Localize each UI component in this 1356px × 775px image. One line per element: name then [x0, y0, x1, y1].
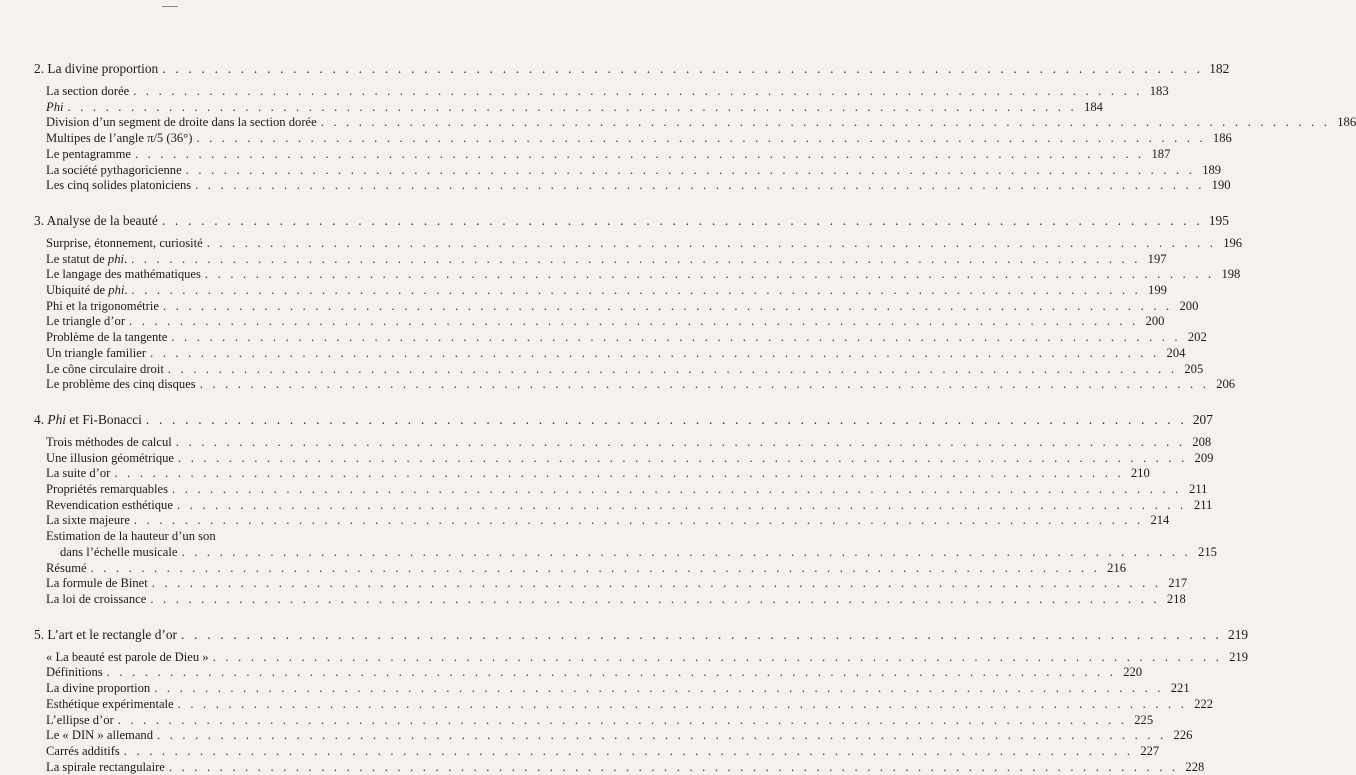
page-number: 206 [1216, 377, 1236, 392]
toc-entry-text: Le statut de [46, 251, 108, 266]
dot-leader: . . . . . . . . . . . . . . . . . . . . . . . . . . . . . . . . . . . . . . . . . . . . . . . . . . . . . . . . . . . . . . . . . . . . . . . . . . . . . . . . [131, 283, 1141, 298]
toc-entry-tail: . [124, 251, 128, 266]
toc-entry-label [46, 466, 110, 482]
toc-entry-label [46, 697, 174, 713]
toc-entry-text: « La beauté est parole de Dieu » [46, 649, 209, 664]
toc-entry[interactable] [34, 298, 1199, 315]
dot-leader: . . . . . . . . . . . . . . . . . . . . . . . . . . . . . . . . . . . . . . . . . . . . . . . . . . . . . . . . . . . . . . . . . . . . . . . . . . . . . . . . [133, 513, 1144, 528]
toc-entry[interactable] [34, 361, 1204, 378]
toc-entry-label [46, 236, 203, 252]
chapter-heading[interactable] [34, 411, 1213, 428]
toc-entry[interactable] [34, 482, 1208, 498]
dot-leader: . . . . . . . . . . . . . . . . . . . . . . . . . . . . . . . . . . . . . . . . . . . . . . . . . . . . . . . . . . . . . . . . . . . . . . . . . . . . . . . . [145, 411, 1187, 427]
page-number: 197 [1147, 251, 1167, 266]
chapter-number: 2. [34, 61, 48, 76]
toc-entry[interactable] [34, 146, 1171, 163]
toc-entry-label [46, 377, 196, 393]
toc-entry-label [46, 131, 192, 147]
page-number: 216 [1107, 560, 1126, 575]
toc-entry-label [46, 665, 103, 681]
dot-leader: . . . . . . . . . . . . . . . . . . . . . . . . . . . . . . . . . . . . . . . . . . . . . . . . . . . . . . . . . . . . . . . . . . . . . . . . . . . . . . . . [168, 759, 1179, 774]
dot-leader: . . . . . . . . . . . . . . . . . . . . . . . . . . . . . . . . . . . . . . . . . . . . . . . . . . . . . . . . . . . . . . . . . . . . . . . . . . . . . . . . [90, 560, 1100, 575]
toc-entry-label [46, 314, 125, 330]
toc-entry-label [46, 592, 146, 608]
dot-leader: . . . . . . . . . . . . . . . . . . . . . . . . . . . . . . . . . . . . . . . . . . . . . . . . . . . . . . . . . . . . . . . . . . . . . . . . . . . . . . . . [204, 267, 1215, 282]
toc-entry-text: Le triangle d’or [46, 314, 126, 329]
dot-leader: . . . . . . . . . . . . . . . . . . . . . . . . . . . . . . . . . . . . . . . . . . . . . . . . . . . . . . . . . . . . . . . . . . . . . . . . . . . . . . . . [161, 212, 1203, 228]
toc-entry[interactable] [34, 377, 1236, 393]
chapter-title-text: L’art et le rectangle d’or [47, 626, 178, 642]
page-number: 195 [1208, 212, 1229, 228]
toc-entry[interactable] [34, 681, 1190, 697]
page-number: 186 [1212, 131, 1232, 146]
toc-entry-text: Les cinq solides platoniciens [46, 178, 192, 193]
page-number: 202 [1187, 330, 1207, 345]
toc-entry-italic: phi [108, 283, 125, 298]
dot-leader: . . . . . . . . . . . . . . . . . . . . . . . . . . . . . . . . . . . . . . . . . . . . . . . . . . . . . . . . . . . . . . . . . . . . . . . . . . . . . . . . [151, 576, 1162, 591]
toc-entry[interactable] [34, 235, 1243, 252]
page-number: 207 [1192, 411, 1213, 427]
dot-leader: . . . . . . . . . . . . . . . . . . . . . . . . . . . . . . . . . . . . . . . . . . . . . . . . . . . . . . . . . . . . . . . . . . . . . . . . . . . . . . . . [162, 61, 1204, 76]
toc-entry-text: La spirale rectangulaire [46, 759, 165, 774]
chapter-title-text: La divine proportion [47, 61, 159, 76]
table-of-contents [34, 60, 1356, 775]
toc-entry-text: Propriétés remarquables [46, 482, 169, 497]
toc-entry-text: Trois méthodes de calcul [46, 434, 172, 449]
toc-entry-label [46, 362, 164, 378]
dot-leader: . . . . . . . . . . . . . . . . . . . . . . . . . . . . . . . . . . . . . . . . . . . . . . . . . . . . . . . . . . . . . . . . . . . . . . . . . . . . . . . . [185, 162, 1196, 177]
toc-entry-text: Définitions [46, 665, 103, 680]
toc-entry-text: Le problème des cinq disques [46, 377, 196, 392]
toc-entry-text: Résumé [46, 560, 87, 575]
page-number: 225 [1134, 712, 1154, 727]
toc-entry-text: Division d’un segment de droite dans la section dorée [46, 115, 317, 130]
toc-entry-continuation: dans l’échelle musicale [60, 544, 178, 559]
toc-entry-text: Le langage des mathématiques [46, 267, 201, 282]
toc-entry-label [46, 498, 173, 514]
chapter-heading[interactable] [34, 626, 1249, 643]
toc-entry-text: Revendication esthétique [46, 497, 173, 512]
dot-leader: . . . . . . . . . . . . . . . . . . . . . . . . . . . . . . . . . . . . . . . . . . . . . . . . . . . . . . . . . . . . . . . . . . . . . . . . . . . . . . . . [167, 361, 1178, 376]
chapter-section [34, 411, 1217, 608]
page-top-mark [162, 6, 178, 7]
chapter-title [34, 411, 142, 428]
page-number: 221 [1170, 681, 1190, 696]
page-number: 217 [1168, 576, 1188, 591]
toc-entry-text: Phi [46, 99, 64, 114]
toc-entry-text: Le pentagramme [46, 146, 131, 161]
toc-entry-text: La divine proportion [46, 681, 151, 696]
toc-entry-text: Carrés additifs [46, 743, 120, 758]
page-number: 190 [1211, 178, 1231, 193]
chapter-title [34, 212, 158, 229]
page-number: 196 [1223, 235, 1243, 250]
chapter-number: 4. [34, 411, 48, 427]
toc-entry-text: Le « DIN » allemand [46, 728, 154, 743]
dot-leader: . . . . . . . . . . . . . . . . . . . . . . . . . . . . . . . . . . . . . . . . . . . . . . . . . . . . . . . . . . . . . . . . . . . . . . . . . . . . . . . . [106, 665, 1117, 680]
dot-leader: . . . . . . . . . . . . . . . . . . . . . . . . . . . . . . . . . . . . . . . . . . . . . . . . . . . . . . . . . . . . . . . . . . . . . . . . . . . . . . . . [206, 235, 1217, 250]
page-number: 200 [1179, 298, 1199, 313]
toc-entry-text: La sixte majeure [46, 513, 130, 528]
page-number: 204 [1166, 345, 1186, 360]
toc-entry[interactable] [34, 314, 1165, 330]
toc-entry-text: La formule de Binet [46, 576, 148, 591]
toc-entry-label [46, 100, 64, 116]
toc-entry-text: La société pythagoricienne [46, 162, 182, 177]
chapter-heading[interactable] [34, 212, 1229, 229]
toc-entry-label [46, 330, 167, 346]
toc-entry-text: Esthétique expérimentale [46, 696, 174, 711]
toc-entry[interactable] [34, 712, 1154, 729]
toc-entry-text: Surprise, étonnement, curiosité [46, 235, 203, 250]
page-number: 227 [1140, 743, 1160, 758]
dot-leader: . . . . . . . . . . . . . . . . . . . . . . . . . . . . . . . . . . . . . . . . . . . . . . . . . . . . . . . . . . . . . . . . . . . . . . . . . . . . . . . . [195, 178, 1205, 193]
dot-leader: . . . . . . . . . . . . . . . . . . . . . . . . . . . . . . . . . . . . . . . . . . . . . . . . . . . . . . . . . . . . . . . . . . . . . . . . . . . . . . . . [176, 497, 1187, 512]
toc-entry-text: La loi de croissance [46, 591, 147, 606]
dot-leader: . . . . . . . . . . . . . . . . . . . . . . . . . . . . . . . . . . . . . . . . . . . . . . . . . . . . . . . . . . . . . . . . . . . . . . . . . . . . . . . . [117, 712, 1128, 727]
chapter-heading[interactable] [34, 60, 1230, 77]
page-number: 200 [1145, 314, 1165, 329]
page-number: 187 [1151, 146, 1171, 161]
dot-leader: . . . . . . . . . . . . . . . . . . . . . . . . . . . . . . . . . . . . . . . . . . . . . . . . . . . . . . . . . . . . . . . . . . . . . . . . . . . . . . . . [178, 450, 1188, 465]
toc-entry[interactable] [34, 466, 1150, 482]
dot-leader: . . . . . . . . . . . . . . . . . . . . . . . . . . . . . . . . . . . . . . . . . . . . . . . . . . . . . . . . . . . . . . . . . . . . . . . . . . . . . . . . [129, 314, 1139, 329]
toc-entry[interactable] [34, 591, 1186, 608]
page-number: 222 [1194, 696, 1214, 711]
dot-leader: . . . . . . . . . . . . . . . . . . . . . . . . . . . . . . . . . . . . . . . . . . . . . . . . . . . . . . . . . . . . . . . . . . . . . . . . . . . . . . . . [196, 131, 1206, 146]
dot-leader: . . . . . . . . . . . . . . . . . . . . . . . . . . . . . . . . . . . . . . . . . . . . . . . . . . . . . . . . . . . . . . . . . . . . . . . . . . . . . . . . [172, 482, 1182, 497]
page-number: 211 [1189, 482, 1208, 497]
dot-leader: . . . . . . . . . . . . . . . . . . . . . . . . . . . . . . . . . . . . . . . . . . . . . . . . . . . . . . . . . . . . . . . . . . . . . . . . . . . . . . . . [114, 466, 1124, 481]
toc-entry-first-line: Estimation de la hauteur d’un son [46, 529, 216, 544]
toc-entry[interactable] [34, 743, 1160, 760]
page-number: 210 [1130, 466, 1150, 481]
dot-leader: . . . . . . . . . . . . . . . . . . . . . . . . . . . . . . . . . . . . . . . . . . . . . . . . . . . . . . . . . . . . . . . . . . . . . . . . . . . . . . . . [199, 377, 1210, 392]
toc-entry[interactable] [34, 560, 1126, 577]
toc-entry[interactable] [34, 162, 1222, 179]
toc-entry-label [46, 147, 131, 163]
chapter-title-text: Analyse de la beauté [46, 212, 158, 228]
page-number: 219 [1229, 649, 1249, 664]
dot-leader: . . . . . . . . . . . . . . . . . . . . . . . . . . . . . . . . . . . . . . . . . . . . . . . . . . . . . . . . . . . . . . . . . . . . . . . . . . . . . . . . [134, 146, 1145, 161]
toc-entry-label [46, 283, 128, 299]
toc-entry-text: Problème de la tangente [46, 330, 168, 345]
toc-entry-label [46, 576, 148, 592]
toc-entry-label [46, 760, 165, 775]
toc-entry[interactable] [34, 251, 1167, 268]
page-number: 219 [1228, 626, 1249, 642]
toc-entry-label [46, 713, 114, 729]
dot-leader: . . . . . . . . . . . . . . . . . . . . . . . . . . . . . . . . . . . . . . . . . . . . . . . . . . . . . . . . . . . . . . . . . . . . . . . . . . . . . . . . [171, 330, 1181, 345]
toc-entry-label [46, 267, 201, 283]
dot-leader: . . . . . . . . . . . . . . . . . . . . . . . . . . . . . . . . . . . . . . . . . . . . . . . . . . . . . . . . . . . . . . . . . . . . . . . . . . . . . . . . [157, 728, 1167, 743]
toc-entry[interactable] [34, 434, 1212, 451]
toc-entry[interactable] [34, 649, 1249, 666]
page-number: 211 [1193, 497, 1213, 512]
toc-entry-label [46, 178, 191, 194]
toc-entry-text: Un triangle familier [46, 345, 147, 360]
toc-entry-text: Phi et la trigonométrie [46, 298, 159, 313]
chapter-number: 5. [34, 626, 48, 642]
chapter-title [34, 626, 177, 643]
page-number: 199 [1148, 283, 1167, 298]
page-number: 182 [1209, 61, 1230, 76]
chapter-number: 3. [34, 212, 47, 228]
toc-entry-label [46, 545, 178, 561]
page-number: 220 [1123, 665, 1143, 680]
page-number: 214 [1150, 513, 1170, 528]
page-number: 183 [1149, 84, 1169, 98]
toc-entry-label [46, 84, 129, 100]
toc-entry-label [46, 299, 159, 315]
toc-entry[interactable] [34, 115, 1356, 131]
chapter-title-italic: Phi [47, 411, 66, 427]
toc-entry[interactable] [34, 728, 1193, 744]
toc-entry-label [46, 163, 182, 179]
toc-entry-label [46, 728, 153, 744]
page-number: 198 [1221, 267, 1241, 282]
toc-entry[interactable] [34, 178, 1231, 194]
page-number: 189 [1202, 162, 1222, 177]
toc-entry[interactable] [34, 345, 1186, 362]
toc-entry-text: La suite d’or [46, 466, 111, 481]
toc-entry[interactable] [34, 497, 1213, 514]
dot-leader: . . . . . . . . . . . . . . . . . . . . . . . . . . . . . . . . . . . . . . . . . . . . . . . . . . . . . . . . . . . . . . . . . . . . . . . . . . . . . . . . [150, 345, 1160, 360]
chapter-section [34, 626, 1249, 775]
toc-entry-label [46, 435, 172, 451]
dot-leader: . . . . . . . . . . . . . . . . . . . . . . . . . . . . . . . . . . . . . . . . . . . . . . . . . . . . . . . . . . . . . . . . . . . . . . . . . . . . . . . . [177, 696, 1188, 711]
toc-entry-label [46, 681, 150, 697]
dot-leader: . . . . . . . . . . . . . . . . . . . . . . . . . . . . . . . . . . . . . . . . . . . . . . . . . . . . . . . . . . . . . . . . . . . . . . . . . . . . . . . . [123, 743, 1134, 758]
chapter-section [34, 60, 1356, 194]
page-number: 209 [1194, 450, 1214, 465]
dot-leader: . . . . . . . . . . . . . . . . . . . . . . . . . . . . . . . . . . . . . . . . . . . . . . . . . . . . . . . . . . . . . . . . . . . . . . . . . . . . . . . . [181, 544, 1191, 559]
dot-leader: . . . . . . . . . . . . . . . . . . . . . . . . . . . . . . . . . . . . . . . . . . . . . . . . . . . . . . . . . . . . . . . . . . . . . . . . . . . . . . . . [181, 626, 1223, 642]
page-number: 215 [1198, 544, 1217, 559]
toc-entry-label [46, 346, 146, 362]
toc-entry-label [46, 115, 317, 131]
chapter-title-text: et Fi-Bonacci [66, 411, 142, 427]
toc-entry-tail: . [124, 283, 128, 298]
page-number: 228 [1185, 759, 1205, 774]
dot-leader: . . . . . . . . . . . . . . . . . . . . . . . . . . . . . . . . . . . . . . . . . . . . . . . . . . . . . . . . . . . . . . . . . . . . . . . . . . . . . . . . [320, 115, 1331, 130]
page-number: 218 [1166, 591, 1186, 606]
toc-entry[interactable] [34, 99, 1103, 116]
dot-leader: . . . . . . . . . . . . . . . . . . . . . . . . . . . . . . . . . . . . . . . . . . . . . . . . . . . . . . . . . . . . . . . . . . . . . . . . . . . . . . . . [131, 251, 1141, 266]
dot-leader: . . . . . . . . . . . . . . . . . . . . . . . . . . . . . . . . . . . . . . . . . . . . . . . . . . . . . . . . . . . . . . . . . . . . . . . . . . . . . . . . [175, 434, 1186, 449]
page-number: 184 [1084, 99, 1103, 114]
chapter-section [34, 212, 1243, 393]
toc-entry[interactable] [34, 131, 1232, 147]
toc-entry-text: Une illusion géométrique [46, 450, 175, 465]
toc-entry-label [46, 252, 127, 268]
page-number: 205 [1184, 361, 1204, 376]
toc-entry-text: L’ellipse d’or [46, 712, 114, 727]
toc-entry-label [46, 513, 130, 529]
page-number: 208 [1192, 434, 1212, 449]
toc-entry-text: Le cône circulaire droit [46, 361, 164, 376]
toc-entry-label [46, 451, 174, 467]
toc-entry-text: La section dorée [46, 84, 130, 98]
toc-entry-italic: phi [107, 251, 124, 266]
toc-entry[interactable] [34, 330, 1207, 346]
toc-entry[interactable] [34, 665, 1143, 681]
toc-entry[interactable] [34, 267, 1241, 283]
toc-entry[interactable] [34, 696, 1214, 713]
dot-leader: . . . . . . . . . . . . . . . . . . . . . . . . . . . . . . . . . . . . . . . . . . . . . . . . . . . . . . . . . . . . . . . . . . . . . . . . . . . . . . . . [133, 84, 1143, 98]
toc-entry-label [46, 482, 168, 498]
toc-entry[interactable] [34, 513, 1170, 529]
toc-entry-label [46, 561, 87, 577]
toc-entry[interactable] [34, 544, 1217, 561]
toc-entry-text: Ubiquité de [46, 283, 109, 298]
dot-leader: . . . . . . . . . . . . . . . . . . . . . . . . . . . . . . . . . . . . . . . . . . . . . . . . . . . . . . . . . . . . . . . . . . . . . . . . . . . . . . . . [67, 99, 1077, 114]
page-number: 186 [1337, 115, 1356, 130]
dot-leader: . . . . . . . . . . . . . . . . . . . . . . . . . . . . . . . . . . . . . . . . . . . . . . . . . . . . . . . . . . . . . . . . . . . . . . . . . . . . . . . . [150, 591, 1160, 606]
page-number: 226 [1173, 728, 1193, 743]
toc-entry-label [46, 744, 120, 760]
chapter-title [34, 60, 158, 77]
toc-entry[interactable] [34, 759, 1205, 775]
toc-entry[interactable] [34, 450, 1214, 467]
toc-entry-text: Multipes de l’angle π/5 (36°) [46, 131, 193, 146]
dot-leader: . . . . . . . . . . . . . . . . . . . . . . . . . . . . . . . . . . . . . . . . . . . . . . . . . . . . . . . . . . . . . . . . . . . . . . . . . . . . . . . . [162, 298, 1173, 313]
dot-leader: . . . . . . . . . . . . . . . . . . . . . . . . . . . . . . . . . . . . . . . . . . . . . . . . . . . . . . . . . . . . . . . . . . . . . . . . . . . . . . . . [154, 681, 1164, 696]
dot-leader: . . . . . . . . . . . . . . . . . . . . . . . . . . . . . . . . . . . . . . . . . . . . . . . . . . . . . . . . . . . . . . . . . . . . . . . . . . . . . . . . [212, 649, 1223, 664]
toc-entry[interactable] [34, 576, 1188, 592]
toc-entry[interactable] [34, 84, 1169, 100]
toc-entry[interactable] [34, 283, 1167, 299]
toc-entry-label [46, 650, 209, 666]
